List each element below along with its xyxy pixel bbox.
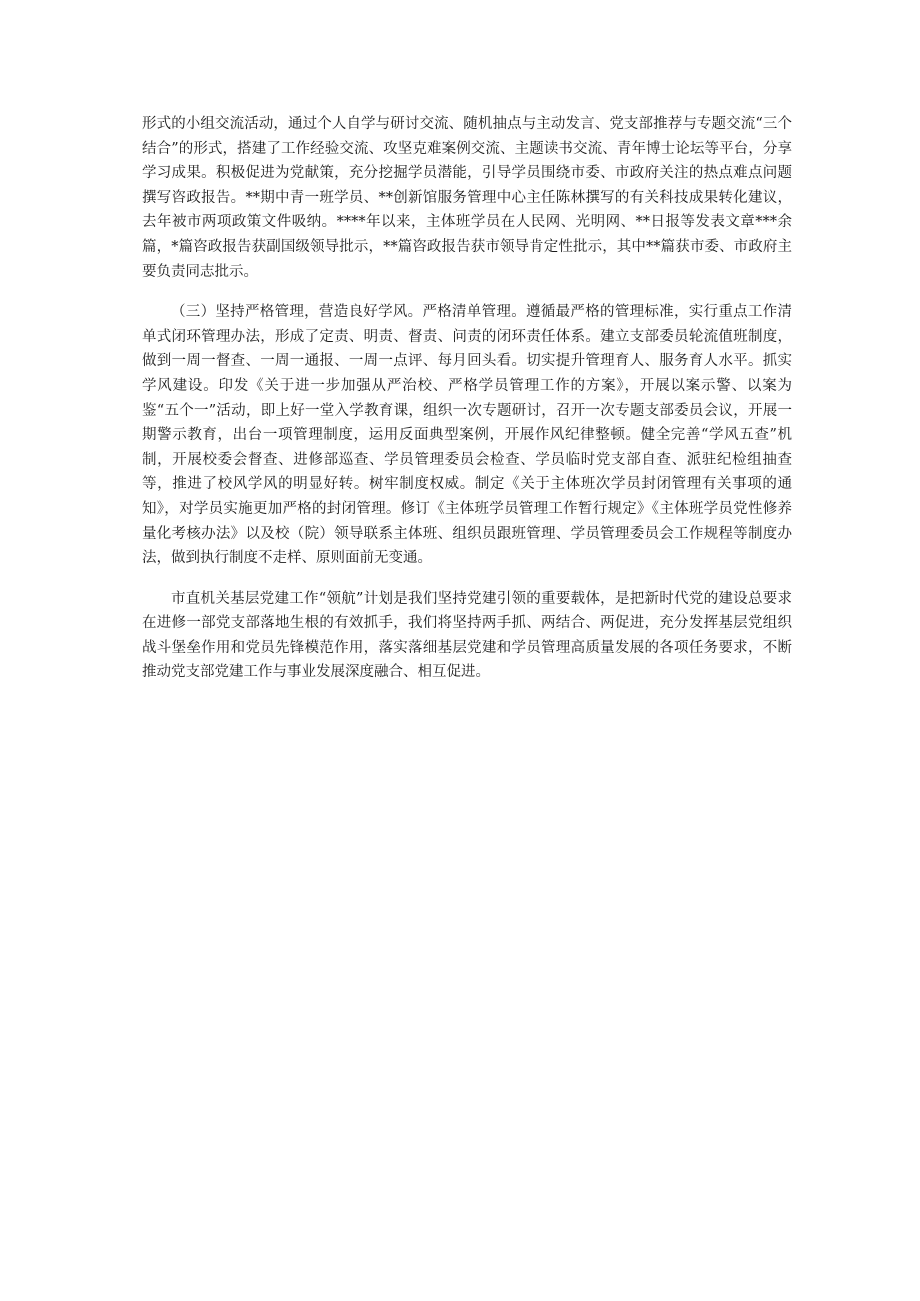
paragraph-conclusion: 市直机关基层党建工作“领航”计划是我们坚持党建引领的重要载体，是把新时代党的建设总要求在进修一部党支部落地生根的有效抓手，我们将坚持两手抓、两结合、两促进，充分发挥基层党组织战斗堡垒作用和党员先锋模范作用，落实落细基层党建和学员管理高质量发展的各项任务要求，不断推动党支部党建工作与事业发展深度融合、相互促进。 [142, 590, 792, 681]
paragraph-strict-management: （三）坚持严格管理，营造良好学风。严格清单管理。遵循最严格的管理标准，实行重点工作清单式闭环管理办法，形成了定责、明责、督责、问责的闭环责任体系。建立支部委员轮流值班制度，做到一周一督查、一周一通报、一周一点评、每月回头看。切实提升管理育人、服务育人水平。抓实学风建设。印发《关于进一步加强从严治校、严格学员管理工作的方案》，开展以案示警、以案为鉴“五个一”活动，即上好一堂入学教育课，组织一次专题研讨，召开一次专题支部委员会议，开展一期警示教育，出台一项管理制度，运用反面典型案例，开展作风纪律整顿。健全完善“学风五查”机制，开展校委会督查、进修部巡查、学员管理委员会检查、学员临时党支部自查、派驻纪检组抽查等，推进了校风学风的明显好转。树牢制度权威。制定《关于主体班次学员封闭管理有关事项的通知》，对学员实施更加严格的封闭管理。修订《主体班学员管理工作暂行规定》《主体班学员党性修养量化考核办法》以及校（院）领导联系主体班、组织员跟班管理、学员管理委员会工作规程等制度办法，做到执行制度不走样、原则面前无变通。 [142, 304, 792, 567]
document-body [142, 112, 792, 701]
paragraph-continued: 形式的小组交流活动，通过个人自学与研讨交流、随机抽点与主动发言、党支部推荐与专题交流“三个结合”的形式，搭建了工作经验交流、攻坚克难案例交流、主题读书交流、青年博士论坛等平台，分享学习成果。积极促进为党献策，充分挖掘学员潜能，引导学员围绕市委、市政府关注的热点难点问题撰写咨政报告。**期中青一班学员、**创新馆服务管理中心主任陈林撰写的有关科技成果转化建议，去年被市两项政策文件吸纳。****年以来，主体班学员在人民网、光明网、**日报等发表文章***余篇，*篇咨政报告获副国级领导批示，**篇咨政报告获市领导肯定性批示，其中**篇获市委、市政府主要负责同志批示。 [142, 116, 792, 280]
